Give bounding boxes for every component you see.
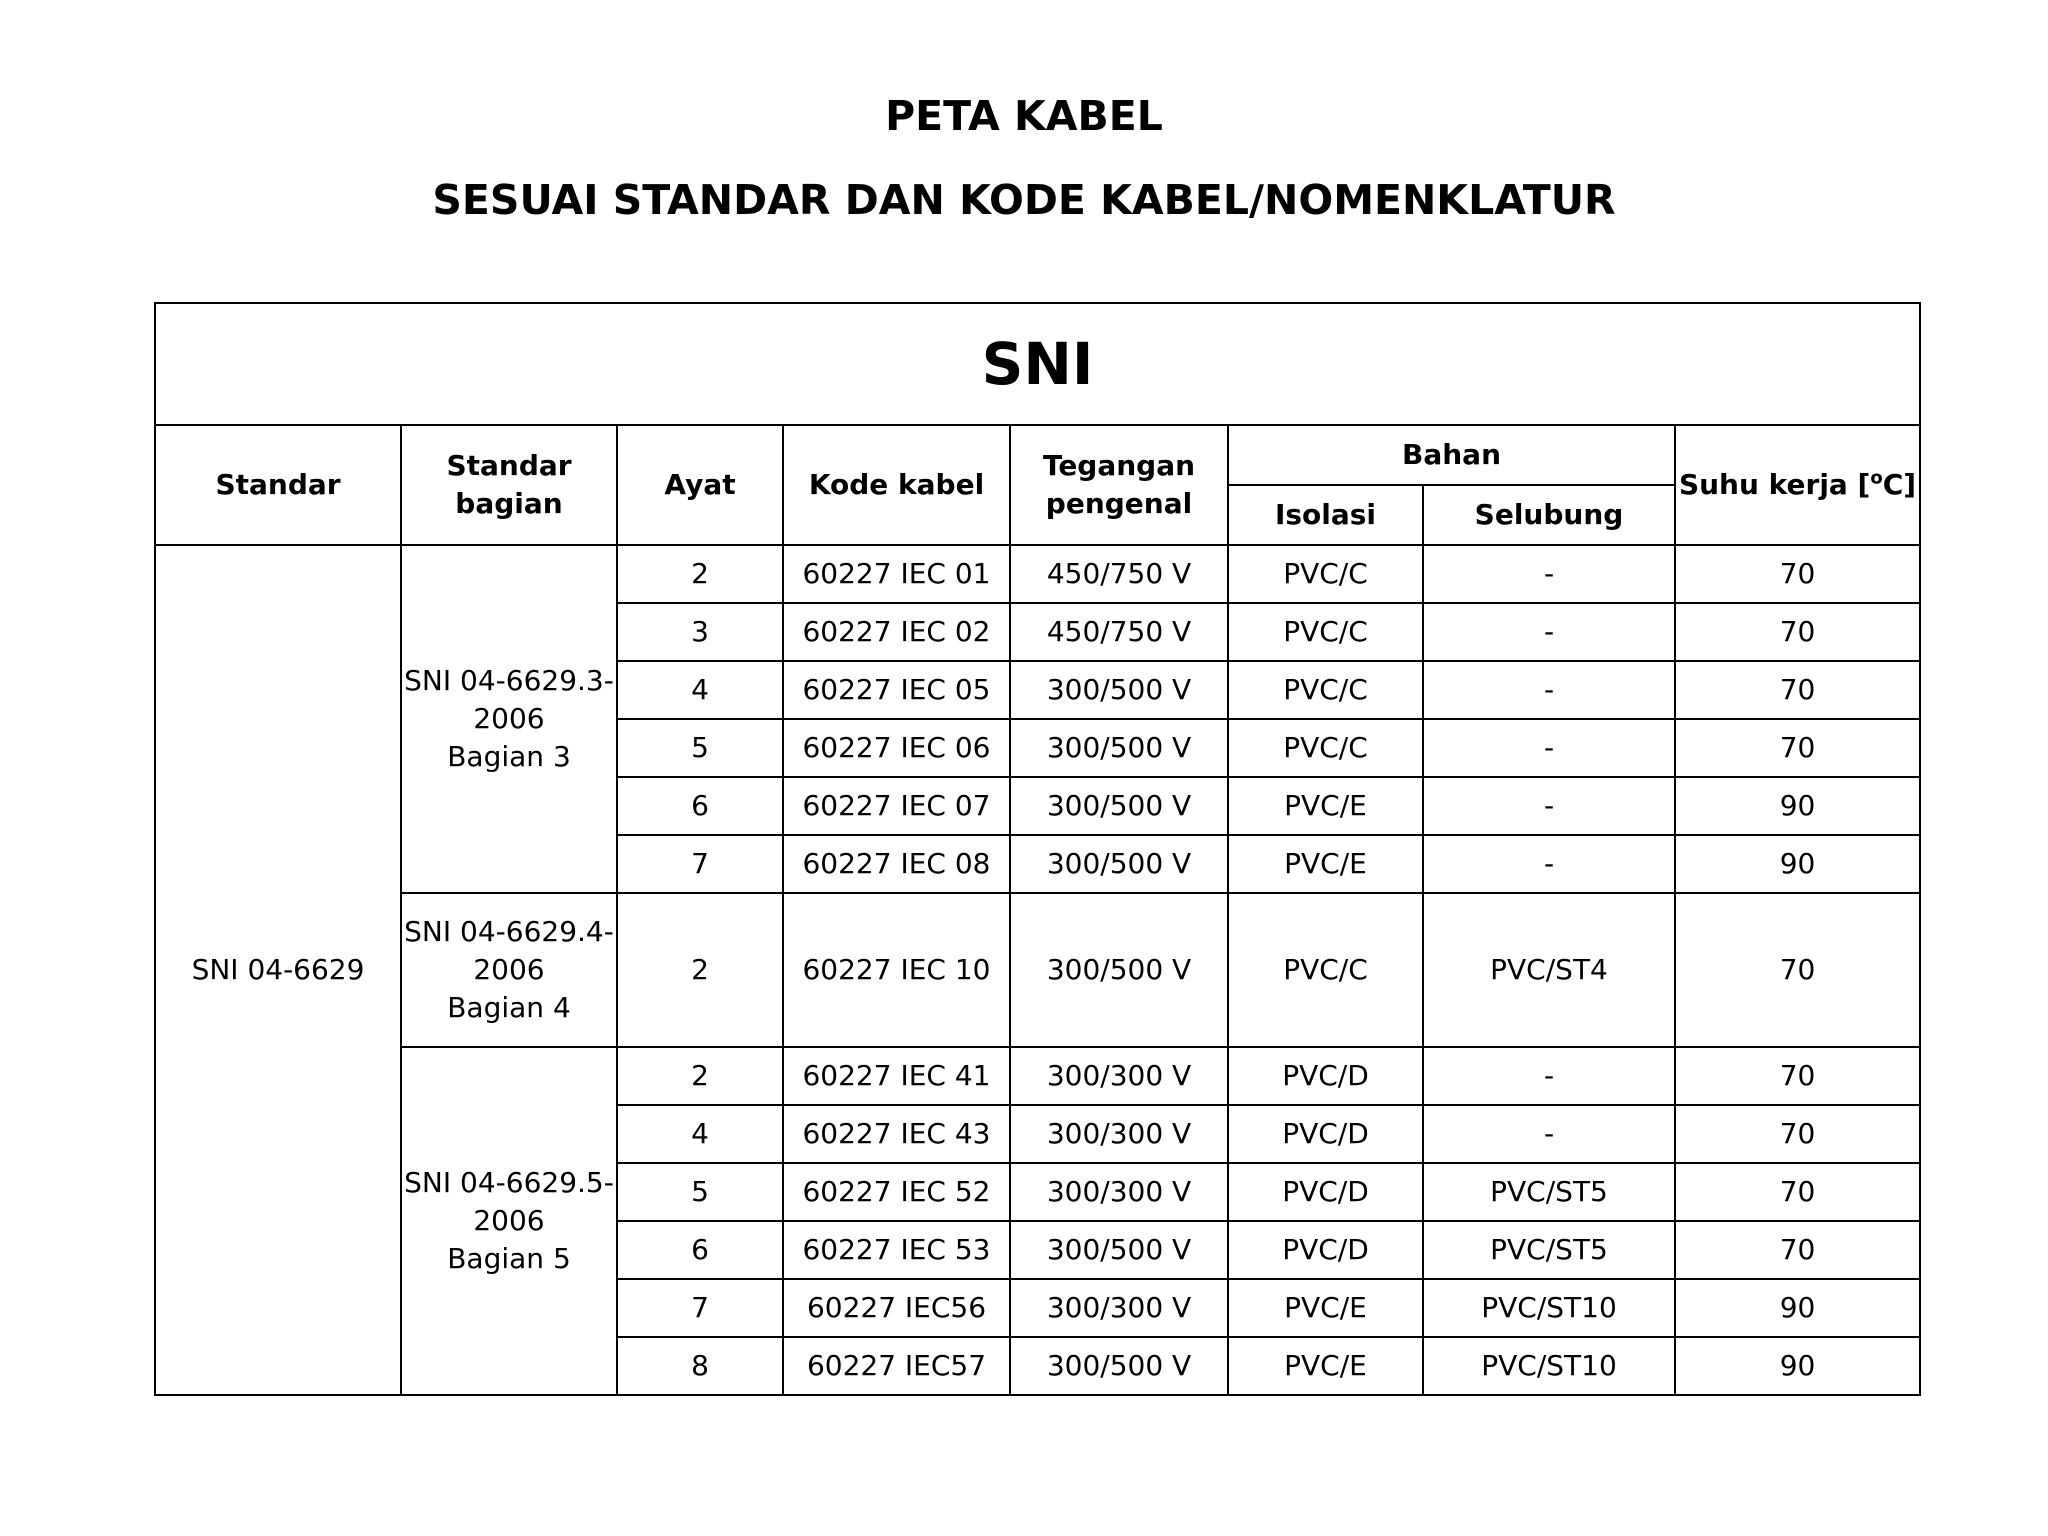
kode-cell: 60227 IEC 02 [783,603,1010,661]
selubung-cell: - [1423,777,1675,835]
header-suhu-degree: o [1870,467,1883,489]
ayat-cell: 2 [617,545,783,603]
standar-cell: SNI 04-6629 [155,545,401,1395]
selubung-cell: PVC/ST5 [1423,1163,1675,1221]
standar-bagian-line3: Bagian 5 [447,1242,571,1275]
header-isolasi: Isolasi [1228,485,1423,545]
tegangan-cell: 300/300 V [1010,1047,1228,1105]
selubung-cell: PVC/ST10 [1423,1337,1675,1395]
isolasi-cell: PVC/E [1228,1279,1423,1337]
suhu-cell: 90 [1675,1337,1920,1395]
isolasi-cell: PVC/D [1228,1221,1423,1279]
standar-bagian-line2: 2006 [473,1204,545,1237]
isolasi-cell: PVC/D [1228,1105,1423,1163]
kode-cell: 60227 IEC 08 [783,835,1010,893]
tegangan-cell: 300/500 V [1010,661,1228,719]
standar-bagian-cell [401,545,617,893]
selubung-cell: - [1423,1047,1675,1105]
ayat-cell: 3 [617,603,783,661]
selubung-cell: - [1423,661,1675,719]
isolasi-cell: PVC/E [1228,1337,1423,1395]
tegangan-cell: 300/500 V [1010,719,1228,777]
kode-cell: 60227 IEC 10 [783,893,1010,1047]
suhu-cell: 70 [1675,661,1920,719]
suhu-cell: 70 [1675,1047,1920,1105]
table-row [155,545,1920,603]
suhu-cell: 90 [1675,1279,1920,1337]
selubung-cell: - [1423,835,1675,893]
ayat-cell: 5 [617,719,783,777]
header-standar-bagian: Standar bagian [401,425,617,545]
isolasi-cell: PVC/C [1228,603,1423,661]
header-tegangan-line1: Tegangan [1042,449,1196,482]
tegangan-cell: 300/300 V [1010,1105,1228,1163]
suhu-cell: 90 [1675,777,1920,835]
ayat-cell: 4 [617,1105,783,1163]
suhu-cell: 90 [1675,835,1920,893]
kode-cell: 60227 IEC 01 [783,545,1010,603]
suhu-cell: 70 [1675,719,1920,777]
cable-map-table [154,302,1921,1396]
suhu-cell: 70 [1675,1163,1920,1221]
kode-cell: 60227 IEC 52 [783,1163,1010,1221]
standar-bagian-line3: Bagian 3 [447,740,571,773]
header-ayat: Ayat [617,425,783,545]
table-row [155,1047,1920,1105]
ayat-cell: 6 [617,1221,783,1279]
selubung-cell: - [1423,603,1675,661]
standar-bagian-line3: Bagian 4 [447,991,571,1024]
page-title: PETA KABEL [885,92,1163,140]
ayat-cell: 2 [617,1047,783,1105]
tegangan-cell: 450/750 V [1010,545,1228,603]
tegangan-cell: 300/500 V [1010,835,1228,893]
header-suhu-prefix: Suhu kerja [ [1678,468,1871,501]
ayat-cell: 6 [617,777,783,835]
sni-header: SNI [155,303,1920,425]
suhu-cell: 70 [1675,603,1920,661]
kode-cell: 60227 IEC 06 [783,719,1010,777]
isolasi-cell: PVC/C [1228,545,1423,603]
header-standar: Standar [155,425,401,545]
suhu-cell: 70 [1675,1221,1920,1279]
ayat-cell: 8 [617,1337,783,1395]
header-suhu [1675,425,1920,545]
kode-cell: 60227 IEC 43 [783,1105,1010,1163]
standar-bagian-line1: SNI 04-6629.5- [404,1166,614,1199]
header-bahan: Bahan [1228,425,1675,485]
standar-bagian-line1: SNI 04-6629.3- [404,664,614,697]
standar-bagian-cell [401,1047,617,1395]
tegangan-cell: 300/300 V [1010,1279,1228,1337]
ayat-cell: 4 [617,661,783,719]
standar-bagian-line2: 2006 [473,953,545,986]
kode-cell: 60227 IEC 07 [783,777,1010,835]
tegangan-cell: 300/500 V [1010,1221,1228,1279]
ayat-cell: 7 [617,1279,783,1337]
header-tegangan-line2: pengenal [1045,487,1193,520]
isolasi-cell: PVC/D [1228,1047,1423,1105]
header-suhu-suffix: C] [1882,468,1917,501]
tegangan-cell: 300/500 V [1010,893,1228,1047]
kode-cell: 60227 IEC 05 [783,661,1010,719]
kode-cell: 60227 IEC 41 [783,1047,1010,1105]
kode-cell: 60227 IEC56 [783,1279,1010,1337]
page-subtitle: SESUAI STANDAR DAN KODE KABEL/NOMENKLATUR [432,176,1616,224]
kode-cell: 60227 IEC 53 [783,1221,1010,1279]
table-row [155,893,1920,1047]
selubung-cell: PVC/ST10 [1423,1279,1675,1337]
standar-bagian-line2: 2006 [473,702,545,735]
isolasi-cell: PVC/C [1228,893,1423,1047]
tegangan-cell: 450/750 V [1010,603,1228,661]
isolasi-cell: PVC/D [1228,1163,1423,1221]
selubung-cell: - [1423,1105,1675,1163]
ayat-cell: 2 [617,893,783,1047]
isolasi-cell: PVC/C [1228,661,1423,719]
isolasi-cell: PVC/C [1228,719,1423,777]
tegangan-cell: 300/300 V [1010,1163,1228,1221]
suhu-cell: 70 [1675,893,1920,1047]
header-tegangan [1010,425,1228,545]
standar-bagian-line1: SNI 04-6629.4- [404,915,614,948]
selubung-cell: - [1423,719,1675,777]
header-selubung: Selubung [1423,485,1675,545]
isolasi-cell: PVC/E [1228,835,1423,893]
selubung-cell: PVC/ST4 [1423,893,1675,1047]
ayat-cell: 5 [617,1163,783,1221]
ayat-cell: 7 [617,835,783,893]
isolasi-cell: PVC/E [1228,777,1423,835]
tegangan-cell: 300/500 V [1010,1337,1228,1395]
selubung-cell: - [1423,545,1675,603]
suhu-cell: 70 [1675,1105,1920,1163]
tegangan-cell: 300/500 V [1010,777,1228,835]
selubung-cell: PVC/ST5 [1423,1221,1675,1279]
standar-bagian-cell [401,893,617,1047]
kode-cell: 60227 IEC57 [783,1337,1010,1395]
header-kode-kabel: Kode kabel [783,425,1010,545]
suhu-cell: 70 [1675,545,1920,603]
